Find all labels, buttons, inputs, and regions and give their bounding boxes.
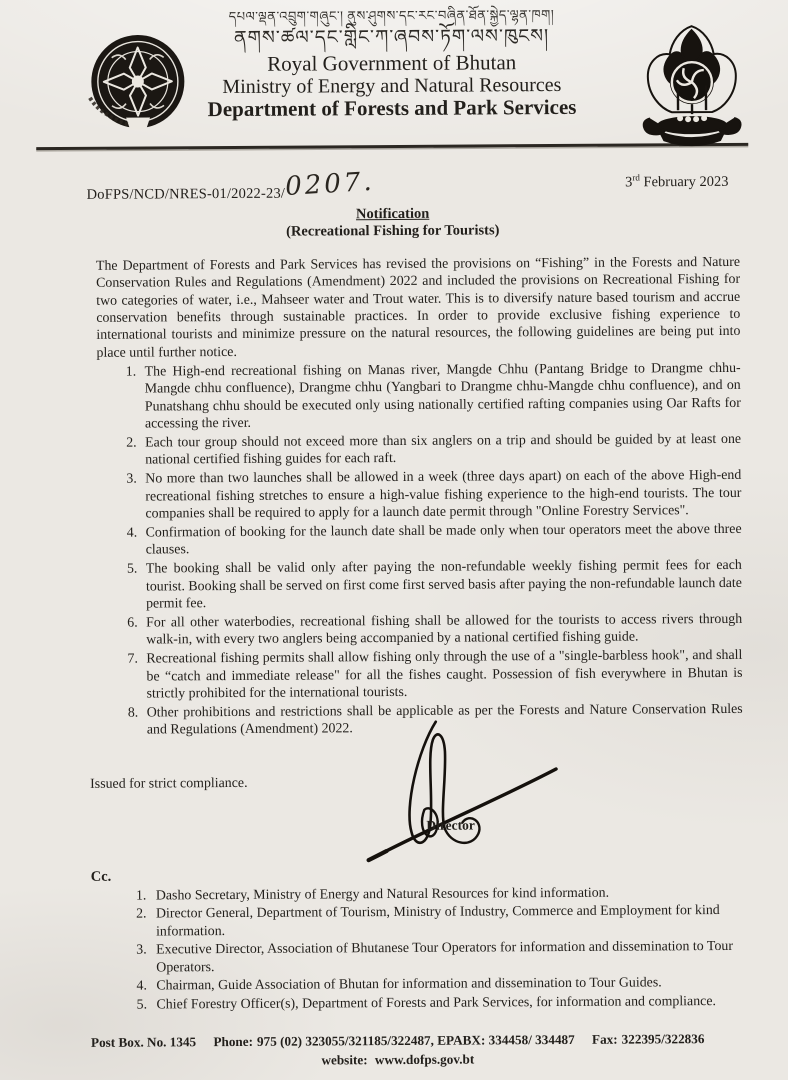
signatory-title: Director bbox=[426, 817, 475, 833]
guideline-item-3: 3. No more than two launches shall be allowed in a week (three days apart) on each of the above High-end recreational fishing stretches to ensure a high-value fishing experience to the high-end tourists. The tour companies shall be required to apply for a launch date permit through "Online Forestry Services". bbox=[140, 467, 741, 523]
guidelines-list bbox=[97, 360, 743, 740]
guideline-item-7: 7. Recreational fishing permits shall allow fishing only through the use of a "single-barbless hook", and shall be “catch and immediate release" for all the fishes caught. Possession of fish everywhere in Bhutan is strictly prohibited for the international tourists. bbox=[141, 647, 742, 703]
guideline-item-6: 6. For all other waterbodies, recreational fishing shall be allowed for the tourists to access rivers through walk-in, with every two anglers being accompanied by a national certified fishing guide. bbox=[141, 611, 742, 649]
phone bbox=[213, 1032, 574, 1049]
cc-item-3: 3. Executive Director, Association of Bhutanese Tour Operators for information and dissemination to Tour Operators. bbox=[150, 938, 744, 976]
cc-item-4: 4. Chairman, Guide Association of Bhutan for information and dissemination to Tour Guides. bbox=[150, 974, 744, 995]
guideline-item-8: 8. Other prohibitions and restrictions shall be applicable as per the Forests and Nature Conservation Rules and Regulations (Amendment) 2022. bbox=[142, 701, 743, 739]
date-ordinal: rd bbox=[632, 172, 640, 183]
cc-item-2: 2. Director General, Department of Tourism, Ministry of Industry, Commerce and Employment for kind information. bbox=[150, 902, 744, 940]
cc-item-5: 5. Chief Forestry Officer(s), Department of Forests and Park Services, for information and compliance. bbox=[150, 993, 744, 1014]
cc-list bbox=[100, 884, 745, 1014]
letterhead-text bbox=[156, 5, 627, 122]
dzongkha-line-2: ནགས་ཚལ་དང་གླིང་ཀ་ཞབས་ཏོག་ལས་ཁུངས། bbox=[233, 25, 550, 49]
government-name: Royal Government of Bhutan bbox=[267, 50, 517, 76]
date-day: 3 bbox=[625, 174, 633, 191]
letter-date bbox=[625, 172, 728, 191]
notification-title: Notification bbox=[355, 205, 430, 223]
title-block bbox=[0, 204, 787, 244]
guideline-item-5: 5. The booking shall be valid only after paying the non-refundable weekly fishing permit fees for each tourist. Booking shall be served on first come first served basis after paying the non-refundable launch date permit fee. bbox=[141, 557, 742, 613]
dzongkha-line-1: དཔལ་ལྡན་འབྲུག་གཞུང་། ནུས་ཤུགས་དང་རང་བཞིན་ཐོན་སྐྱེད་ལྷན་ཁག། bbox=[228, 7, 555, 25]
forest-department-logo-icon bbox=[636, 22, 749, 153]
reference-number bbox=[86, 166, 376, 206]
handwritten-signature bbox=[338, 711, 589, 868]
website-label: website: bbox=[321, 1052, 368, 1068]
guideline-item-1: 1. The High-end recreational fishing on Manas river, Mangde Chhu (Pantang Bridge to Drangme chhu-Mangde chhu confluence), Drangme chhu (Yangbari to Drangme chhu-Mangde chhu confluence), and on Punatshang chhu should be executed only using nationally certified rafting companies using Oar Rafts for accessing the river. bbox=[140, 360, 741, 433]
website-url: www.dofps.gov.bt bbox=[374, 1051, 475, 1068]
cc-item-1: 1. Dasho Secretary, Ministry of Energy and Natural Resources for kind information. bbox=[150, 884, 744, 905]
ministry-name: Ministry of Energy and Natural Resources bbox=[222, 73, 562, 98]
intro-paragraph: The Department of Forests and Park Services has revised the provisions on “Fishing” in the Forests and Nature Conservation Rules and Regulations (Amendment) 2022 and included the provisions on Recreational Fishing for two categories of water, i.e., Mahseer water and Trout water. This is to diversify nature based tourism and accrue conservation benefits through sustainable practices. In order to provide exclusive fishing experience to international tourists and minimize pressure on the natural resources, the following guidelines are being put into place until further notice. bbox=[95, 254, 741, 361]
cc-heading: Cc. bbox=[90, 868, 112, 885]
department-name: Department of Forests and Park Services bbox=[207, 94, 577, 121]
compliance-statement: Issued for strict compliance. bbox=[90, 775, 248, 792]
fax-label: Fax: bbox=[591, 1031, 618, 1047]
handwritten-dispatch-number: 0207. bbox=[284, 166, 376, 202]
fax-numbers: 322395/322836 bbox=[621, 1031, 705, 1047]
reference-line bbox=[86, 166, 738, 204]
phone-numbers: 975 (02) 323055/321185/322487, EPABX: 334458/ 334487 bbox=[256, 1032, 575, 1050]
letterhead bbox=[0, 0, 786, 144]
date-month-year: February 2023 bbox=[639, 173, 729, 191]
guideline-item-4: 4. Confirmation of booking for the launch date shall be made only when tour operators meet the above three clauses. bbox=[141, 521, 742, 559]
post-box: Post Box. No. 1345 bbox=[90, 1034, 197, 1051]
reference-prefix: DoFPS/NCD/NRES-01/2022-23/ bbox=[86, 185, 286, 203]
guideline-item-2: 2. Each tour group should not exceed more than six anglers on a trip and should be guided by at least one national certified fishing guides for each raft. bbox=[140, 431, 741, 469]
signature-block bbox=[338, 711, 589, 868]
phone-label: Phone: bbox=[213, 1034, 254, 1050]
notification-subtitle: (Recreational Fishing for Tourists) bbox=[286, 222, 500, 241]
fax bbox=[592, 1031, 705, 1047]
footer-contact-block bbox=[4, 1029, 788, 1072]
